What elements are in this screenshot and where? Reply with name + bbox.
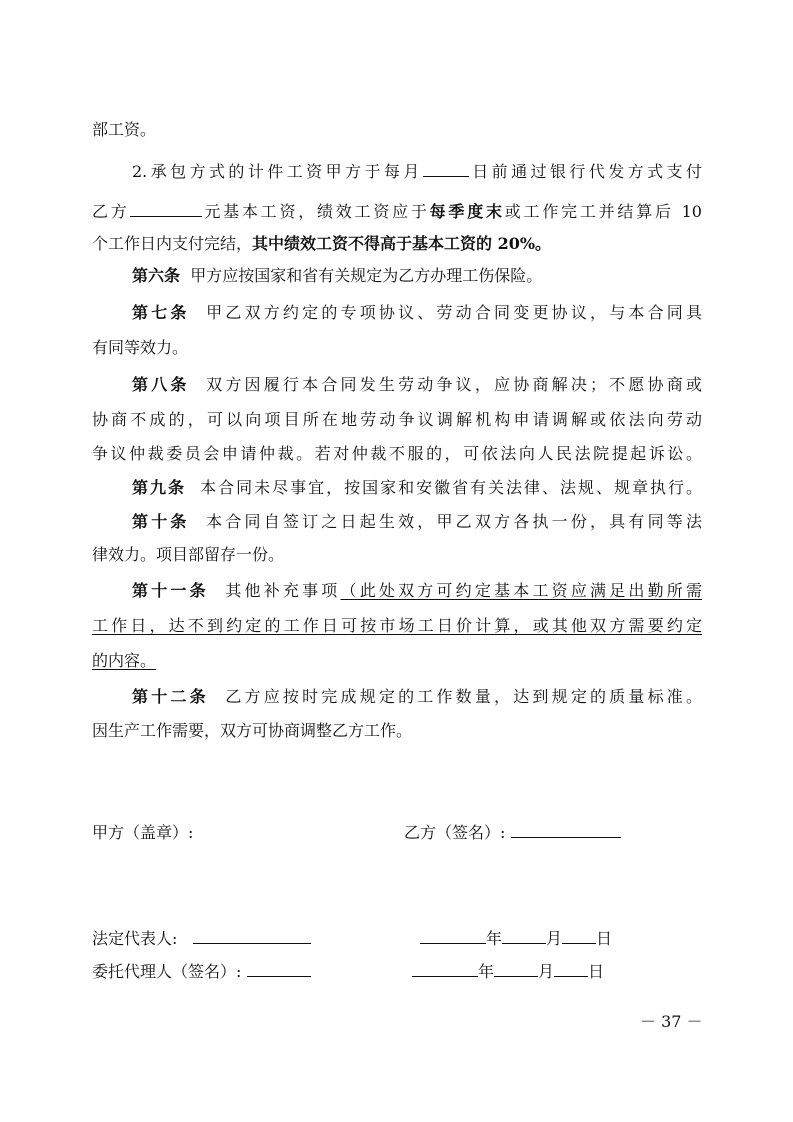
- day-label: 日: [596, 929, 613, 948]
- year-blank: [412, 962, 478, 977]
- article-heading: 第十一条: [132, 581, 209, 600]
- article-6: [132, 266, 702, 286]
- signature-blank: [511, 823, 621, 838]
- paragraph-text: 日前通过银行代发方式支付: [468, 162, 702, 181]
- authorized-agent: [92, 962, 311, 982]
- paragraph-text: 甲乙双方约定的专项协议、劳动合同变更协议，与本合同具: [206, 303, 702, 322]
- underlined-text: （此处双方可约定基本工资应满足出勤所需: [340, 581, 702, 600]
- party-b-signature: [404, 823, 621, 843]
- article-12: [132, 687, 702, 707]
- month-blank: [502, 929, 546, 944]
- date-line-1: [420, 929, 612, 949]
- text-line: [92, 721, 702, 741]
- bold-text: 每季度末: [429, 202, 505, 221]
- year-label: 年: [486, 929, 503, 948]
- signature-label: 甲方（盖章）:: [92, 823, 194, 842]
- article-heading: 第十条: [132, 512, 190, 531]
- legal-representative: [92, 929, 311, 949]
- article-8: [132, 375, 702, 395]
- paragraph-text: 乙方应按时完成规定的工作数量，达到规定的质量标准。: [225, 687, 702, 706]
- article-7: [132, 303, 702, 323]
- paragraph-text: 因生产工作需要，双方可协商调整乙方工作。: [92, 721, 413, 740]
- day-blank: [562, 929, 596, 944]
- article-heading: 第十二条: [132, 687, 209, 706]
- month-blank: [494, 962, 538, 977]
- fill-blank-amount: [130, 202, 202, 217]
- paragraph-text: 协商不成的，可以向项目所在地劳动争议调解机构申请调解或依法向劳动: [92, 410, 702, 429]
- signature-label: 法定代表人:: [92, 929, 178, 948]
- month-label: 月: [546, 929, 563, 948]
- signature-label: 乙方（签名）:: [404, 823, 506, 842]
- paragraph-text: 元基本工资，绩效工资应于: [201, 202, 430, 221]
- bold-text: 其中绩效工资不得高于基本工资的 20%。: [252, 234, 552, 253]
- text-line: [92, 234, 702, 254]
- paragraph-text: 乙方: [92, 202, 130, 221]
- underlined-text: 工作日，达不到约定的工作日可按市场工日价计算，或其他双方需要约定: [92, 616, 702, 635]
- article-9: [132, 478, 702, 498]
- text-line: [92, 444, 702, 464]
- paragraph-text: 争议仲裁委员会申请仲裁。若对仲裁不服的，可依法向人民法院提起诉讼。: [92, 444, 702, 463]
- article-heading: 第六条: [132, 266, 181, 285]
- paragraph-text: 甲方应按国家和省有关规定为乙方办理工伤保险。: [190, 266, 543, 285]
- article-heading: 第九条: [132, 478, 186, 497]
- signature-blank: [193, 929, 311, 944]
- article-heading: 第八条: [132, 375, 190, 394]
- paragraph-text: 或工作完工并结算后 10: [504, 202, 702, 221]
- text-line: [92, 410, 702, 430]
- text-line: [92, 202, 702, 222]
- paragraph-text: 部工资。: [92, 120, 157, 139]
- paragraph-text: 有同等效力。: [92, 338, 189, 357]
- date-line-2: [412, 962, 604, 982]
- paragraph-text: 其他补充事项: [225, 581, 341, 600]
- text-line: [92, 616, 702, 636]
- text-line: [92, 120, 702, 140]
- article-11: [132, 581, 702, 601]
- paragraph-text: 律效力。项目部留存一份。: [92, 545, 285, 564]
- text-line: [92, 651, 702, 671]
- signature-label: 委托代理人（签名）:: [92, 962, 242, 981]
- day-label: 日: [588, 962, 605, 981]
- article-10: [132, 512, 702, 532]
- year-blank: [420, 929, 486, 944]
- year-label: 年: [478, 962, 495, 981]
- day-blank: [554, 962, 588, 977]
- fill-blank-day: [423, 162, 469, 177]
- paragraph-text: 本合同未尽事宜，按国家和安徽省有关法律、法规、规章执行。: [200, 478, 702, 497]
- text-line: [92, 545, 702, 565]
- party-a-seal: [92, 823, 193, 843]
- page-number: － 37 －: [640, 1012, 703, 1031]
- paragraph-text: 个工作日内支付完结，: [92, 234, 253, 253]
- text-line: [132, 162, 702, 182]
- paragraph-text: 2.承包方式的计件工资甲方于每月: [132, 162, 423, 181]
- paragraph-text: 双方因履行本合同发生劳动争议，应协商解决；不愿协商或: [206, 375, 702, 394]
- paragraph-text: 本合同自签订之日起生效，甲乙双方各执一份，具有同等法: [206, 512, 702, 531]
- signature-blank: [247, 962, 311, 977]
- month-label: 月: [538, 962, 555, 981]
- underlined-text: 的内容。: [92, 651, 157, 670]
- article-heading: 第七条: [132, 303, 190, 322]
- text-line: [92, 338, 702, 358]
